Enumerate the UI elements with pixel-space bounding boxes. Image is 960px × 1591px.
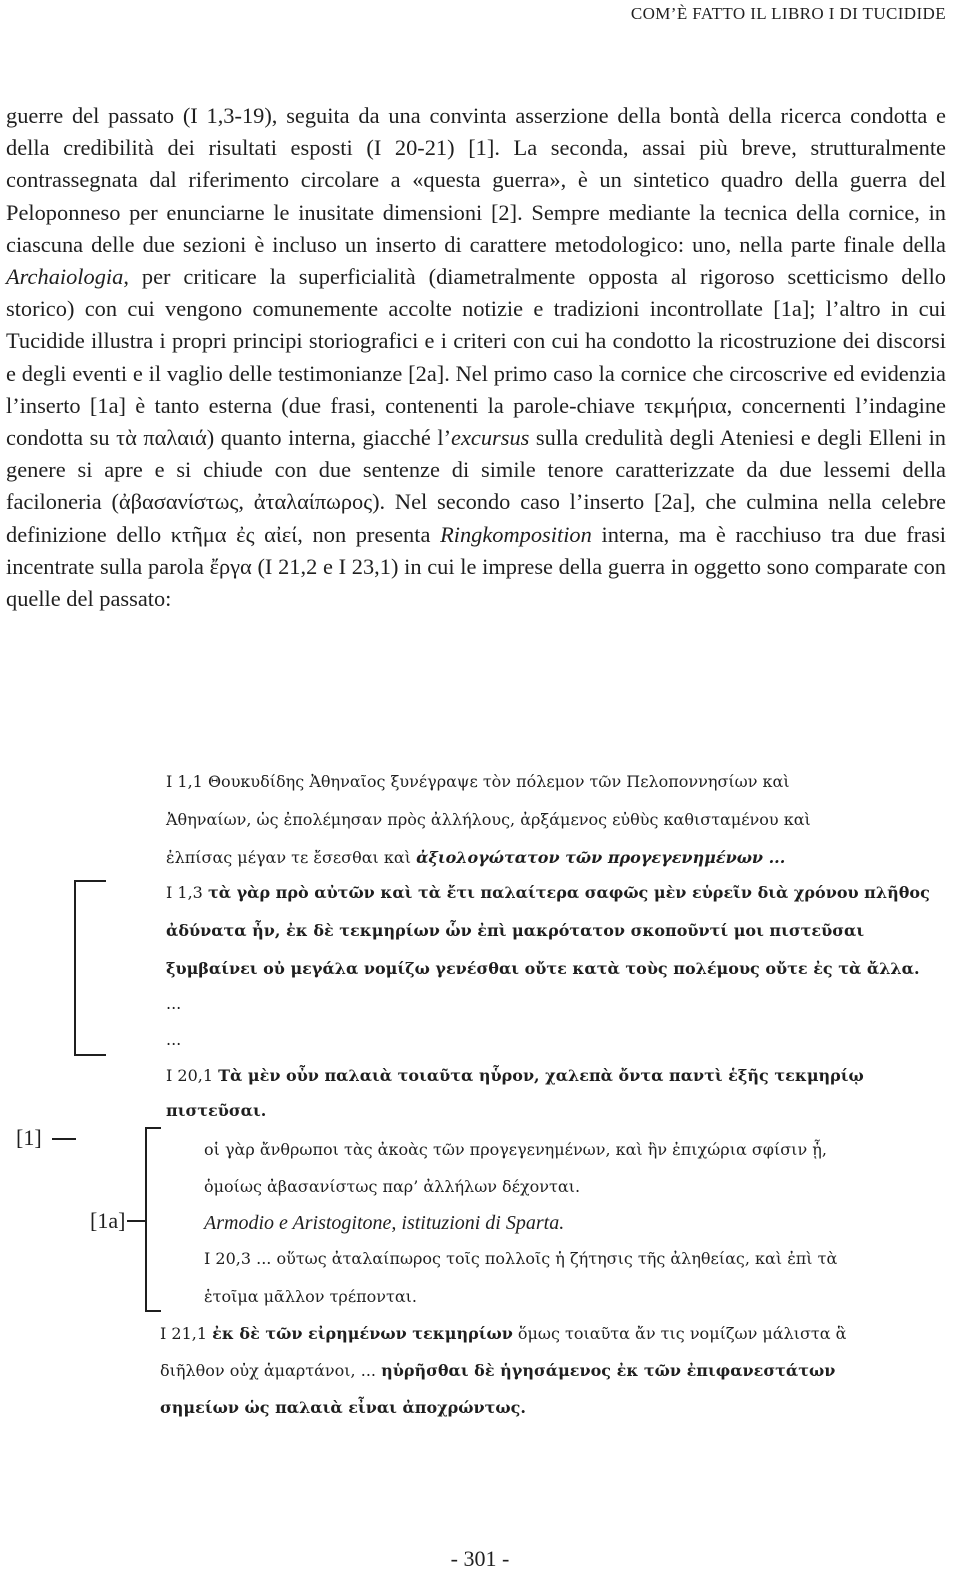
quote-6-line-2: ἑτοῖμα μᾶλλον τρέπονται.: [204, 1287, 417, 1306]
outer-bracket-label: [1]: [16, 1125, 42, 1150]
ellipsis-2: ...: [166, 1030, 182, 1049]
body-paragraph: guerre del passato (I 1,3-19), seguita da una convinta asserzione della bontà della ricerca condotta e della credibilità dei risultati esposti (I 20-21) [1]. La seconda, assai più breve, strutturalmente contrassegnata dal riferimento circolare a «questa guerra», è un sintetico quadro della guerra del Peloponneso per enunciarne le inusitate dimensioni [2]. Sempre mediante la tecnica della cornice, in ciascuna delle due sezioni è incluso un inserto di carattere metodologico: uno, nella parte finale della Archaiologia, per criticare la superficialità (diametralmente opposta al rigoroso scetticismo dello storico) con cui vengono comunemente accolte notizie e tradizioni incontrollate [1a]; l’altro in cui Tucidide illustra i propri principi storiografici e i criteri con cui ha condotto la ricostruzione dei discorsi e degli eventi e il vaglio delle testimonianze [2a]. Nel primo caso la cornice che circoscrive ed evidenzia l’inserto [1a] è tanto esterna (due frasi, contenenti la parole-chiave τεκμήρια, concernenti l’indagine condotta su τὰ παλαιά) quanto interna, giacché l’excursus sulla credulità degli Ateniesi e degli Elleni in genere si apre e si chiude con due sentenze di simile tenore caratterizzate da due lessemi della faciloneria (ἀβασανίστως, ἀταλαίπωρος). Nel secondo caso l’inserto [2a], che culmina nella celebre definizione dello κτῆμα ἐς αἰεί, non presenta Ringkomposition interna, ma è racchiuso tra due frasi incentrate sulla parola ἔργα (I 21,2 e I 23,1) in cui le imprese della guerra in oggetto sono comparate con quelle del passato:: [6, 103, 946, 612]
inner-bracket: [145, 1127, 161, 1312]
quote-5-summary: Armodio e Aristogitone, istituzioni di Sparta.: [204, 1212, 565, 1234]
running-head: COM’È FATTO IL LIBRO I DI TUCIDIDE: [630, 4, 946, 23]
italic-ringkomposition: Ringkomposition: [440, 521, 592, 547]
quote-6-line-1: I 20,3 ... οὕτως ἀταλαίπωρος τοῖς πολλοῖς ἡ ζήτησις τῆς ἀληθείας, καὶ ἐπὶ τὰ: [204, 1249, 838, 1268]
inner-bracket-stem: [127, 1220, 147, 1222]
quote-7-line-3: σημείων ὡς παλαιὰ εἶναι ἀποχρώντως.: [160, 1398, 526, 1417]
outer-bracket: [74, 880, 106, 1056]
ellipsis-1: ...: [166, 994, 182, 1013]
outer-bracket-stem: [52, 1138, 76, 1140]
quote-4-line-2: ὁμοίως ἀβασανίστως παρ’ ἀλλήλων δέχονται.: [204, 1177, 581, 1196]
quote-4-line-1: οἱ γὰρ ἄνθρωποι τὰς ἀκοὰς τῶν προγεγενημένων, καὶ ἢν ἐπιχώρια σφίσιν ᾖ,: [204, 1140, 827, 1159]
quote-2-line-1: I 1,3 τὰ γὰρ πρὸ αὐτῶν καὶ τὰ ἔτι παλαίτερα σαφῶς μὲν εὑρεῖν διὰ χρόνου πλῆθος: [166, 883, 930, 902]
inner-bracket-label: [1a]: [90, 1208, 126, 1233]
quote-1-line-3: ἐλπίσας μέγαν τε ἔσεσθαι καὶ ἀξιολογώτατον τῶν προγεγενημένων ...: [166, 848, 786, 867]
quote-3-line-1: I 20,1 Τὰ μὲν οὖν παλαιὰ τοιαῦτα ηὗρον, χαλεπὰ ὄντα παντὶ ἑξῆς τεκμηρίῳ: [166, 1066, 864, 1085]
italic-archaiologia: Archaiologia: [6, 264, 124, 290]
quote-2-line-2: ἀδύνατα ἦν, ἐκ δὲ τεκμηρίων ὧν ἐπὶ μακρότατον σκοποῦντί μοι πιστεῦσαι: [166, 921, 865, 940]
quote-1-line-1: I 1,1 Θουκυδίδης Ἀθηναῖος ξυνέγραψε τὸν πόλεμον τῶν Πελοποννησίων καὶ: [166, 772, 790, 791]
quote-7-line-2: διῆλθον οὐχ ἁμαρτάνοι, ... ηὑρῆσθαι δὲ ἡγησάμενος ἐκ τῶν ἐπιφανεστάτων: [160, 1361, 836, 1380]
quote-7-line-1: I 21,1 ἐκ δὲ τῶν εἰρημένων τεκμηρίων ὅμως τοιαῦτα ἄν τις νομίζων μάλιστα ἃ: [160, 1324, 847, 1343]
quote-1-line-2: Ἀθηναίων, ὡς ἐπολέμησαν πρὸς ἀλλήλους, ἀρξάμενος εὐθὺς καθισταμένου καὶ: [166, 810, 811, 829]
italic-excursus: excursus: [451, 425, 530, 451]
quote-3-line-2: πιστεῦσαι.: [166, 1101, 267, 1120]
quote-2-line-3: ξυμβαίνει οὐ μεγάλα νομίζω γενέσθαι οὔτε κατὰ τοὺς πολέμους οὔτε ἐς τὰ ἄλλα.: [166, 959, 920, 978]
page-number: - 301 -: [450, 1546, 510, 1571]
